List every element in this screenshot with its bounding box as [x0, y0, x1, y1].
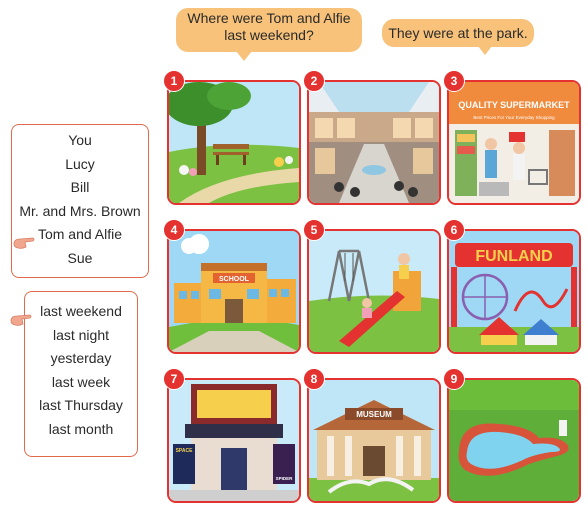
museum-sign: MUSEUM — [356, 410, 392, 419]
funland-sign: FUNLAND — [475, 248, 553, 265]
picture-number: 7 — [163, 368, 185, 390]
list-item: Tom and Alfie — [37, 226, 123, 242]
list-item: last weekend — [40, 303, 122, 319]
picture-number: 5 — [303, 219, 325, 241]
picture-tile-playground — [307, 229, 441, 354]
cinema-icon — [169, 380, 299, 501]
picture-number: 3 — [443, 70, 465, 92]
picture-tile-school — [167, 229, 301, 354]
picture-tile-funfair — [447, 229, 581, 354]
list-item: last week — [51, 373, 111, 390]
swimming-pool-icon — [449, 380, 579, 501]
picture-tile-pool — [447, 378, 581, 503]
park-icon — [169, 82, 299, 203]
list-item: last month — [48, 420, 114, 437]
shopping-mall-icon — [309, 82, 439, 203]
school-sign: SCHOOL — [219, 276, 249, 283]
pointing-hand-icon — [12, 235, 36, 251]
spider-poster-title: SPIDER — [275, 476, 293, 481]
picture-number: 4 — [163, 219, 185, 241]
question-line-2: last weekend? — [224, 27, 314, 43]
supermarket-sign: QUALITY SUPERMARKET — [458, 100, 570, 110]
answer-bubble — [382, 19, 534, 47]
museum-icon — [309, 380, 439, 501]
space-poster-title: SPACE — [175, 448, 193, 454]
picture-number: 9 — [443, 368, 465, 390]
playground-icon — [309, 231, 439, 352]
list-item: Mr. and Mrs. Brown — [19, 202, 141, 219]
picture-tile-cinema — [167, 378, 301, 503]
list-item: Bill — [70, 179, 90, 195]
picture-number: 6 — [443, 219, 465, 241]
picture-tile-supermarket — [447, 80, 581, 205]
picture-tile-park — [167, 80, 301, 205]
school-icon — [169, 231, 299, 352]
funfair-icon — [449, 231, 579, 352]
supermarket-icon — [449, 82, 579, 203]
supermarket-subsign: Best Prices For Your Everyday Shopping — [473, 115, 555, 120]
list-item: last Thursday — [39, 397, 123, 413]
list-item: Lucy — [65, 155, 95, 172]
question-line-1: Where were Tom and Alfie — [187, 10, 351, 26]
time-list — [24, 291, 138, 457]
answer-text: They were at the park. — [388, 25, 528, 41]
list-item: last night — [52, 326, 110, 343]
people-list — [11, 124, 149, 278]
list-item: yesterday — [50, 350, 112, 366]
pointing-hand-icon — [9, 312, 33, 328]
picture-number: 2 — [303, 70, 325, 92]
picture-tile-mall — [307, 80, 441, 205]
question-bubble — [176, 8, 362, 52]
picture-tile-museum — [307, 378, 441, 503]
picture-number: 1 — [163, 70, 185, 92]
list-item: You — [68, 132, 92, 148]
list-item: Sue — [67, 249, 93, 266]
picture-number: 8 — [303, 368, 325, 390]
